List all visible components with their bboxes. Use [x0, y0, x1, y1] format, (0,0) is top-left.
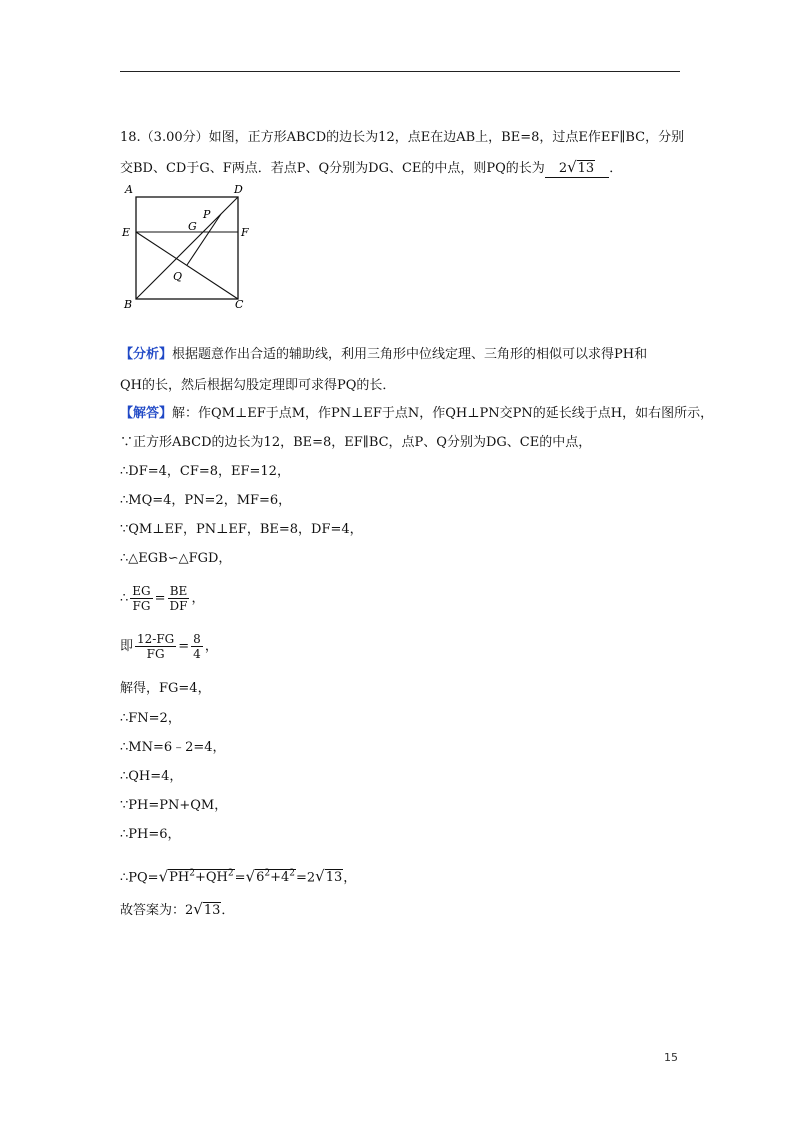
solution-line-3: ∴DF=4，CF=8，EF=12， — [120, 464, 290, 479]
analysis-tag: 【分析】 — [120, 347, 173, 362]
answer-blank — [545, 159, 609, 178]
page-number: 15 — [664, 1051, 678, 1064]
problem-line-2-end: ． — [609, 161, 623, 176]
solution-line-11: ∴MN=6﹣2=4， — [120, 740, 226, 755]
sqrt-ph-qh: $√PH^2+QH^2$ — [158, 867, 234, 886]
solution-line-10: ∴FN=2， — [120, 711, 181, 726]
label-c: C — [235, 298, 244, 310]
solution-line-2: ∵正方形ABCD的边长为12，BE=8，EF∥BC，点P、Q分别为DG、CE的中点， — [120, 435, 592, 450]
substituted-equation: 即 $\frac{12-FG}{FG}$ = $\frac{8}{4}$ ， — [120, 632, 218, 661]
pq-equation: $\therefore PQ=√PH^2+QH^2=√6^2+4^2=2√13$， — [120, 862, 356, 890]
geometry-figure — [118, 180, 258, 310]
analysis-line-1 — [120, 345, 647, 365]
label-a: A — [125, 183, 133, 196]
diagonal-bd — [136, 197, 238, 299]
final-sqrt: √13 — [193, 900, 221, 918]
label-p: P — [203, 208, 211, 221]
problem-line-2 — [120, 159, 622, 179]
fraction-eg-fg: $\frac{EG}{FG}$ — [132, 584, 151, 613]
solution-line-13: ∵PH=PN+QM， — [120, 798, 228, 813]
solution-line-12: ∴QH=4， — [120, 769, 183, 784]
solution-line-5: ∵QM⊥EF，PN⊥EF，BE=8，DF=4， — [120, 522, 363, 537]
analysis-text-1: 根据题意作出合适的辅助线，利用三角形中位线定理、三角形的相似可以求得PH和 — [172, 347, 648, 362]
fraction-8-4: $\frac{8}{4}$ — [193, 632, 201, 661]
ratio-equation: ∴ $\frac{EG}{FG}$ = $\frac{BE}{DF}$ ， — [120, 584, 205, 613]
label-e: E — [122, 226, 131, 239]
problem-line-1: 18.（3.00分）如图，正方形ABCD的边长为12，点E在边AB上，BE=8，过点E作EF∥BC，分别 — [120, 130, 685, 145]
solution-line-1 — [120, 404, 713, 424]
sqrt-6-4: $√6^2+4^2$ — [245, 867, 295, 886]
label-f: F — [241, 226, 249, 239]
final-answer: 故答案为：2√13． — [120, 899, 234, 921]
fraction-be-df: $\frac{BE}{DF}$ — [169, 584, 188, 613]
answer-sqrt: √13 — [567, 158, 595, 176]
solution-line-14: ∴PH=6， — [120, 827, 181, 842]
label-q: Q — [173, 270, 183, 283]
label-g: G — [188, 220, 197, 233]
fraction-12-fg: $\frac{12-FG}{FG}$ — [137, 632, 175, 661]
label-d: D — [234, 183, 243, 196]
solution-line-6: ∴△EGB∽△FGD， — [120, 551, 232, 566]
segment-ce — [136, 232, 238, 299]
solution-line-9: 解得，FG=4， — [120, 681, 211, 696]
analysis-line-2: QH的长，然后根据勾股定理即可求得PQ的长． — [120, 378, 396, 393]
answer-coefficient: 2 — [558, 161, 568, 176]
solution-text-1: 解：作QM⊥EF于点M，作PN⊥EF于点N，作QH⊥PN交PN的延长线于点H，如右图所示， — [172, 406, 714, 421]
solution-line-4: ∴MQ=4，PN=2，MF=6， — [120, 493, 292, 508]
sqrt-13: √13 — [315, 867, 343, 886]
label-b: B — [124, 298, 133, 310]
header-rule — [120, 71, 680, 72]
problem-line-2-text: 交BD、CD于G、F两点．若点P、Q分别为DG、CE的中点，则PQ的长为 — [120, 161, 545, 176]
answer-radicand: 13 — [577, 161, 595, 176]
solution-tag: 【解答】 — [120, 406, 173, 421]
